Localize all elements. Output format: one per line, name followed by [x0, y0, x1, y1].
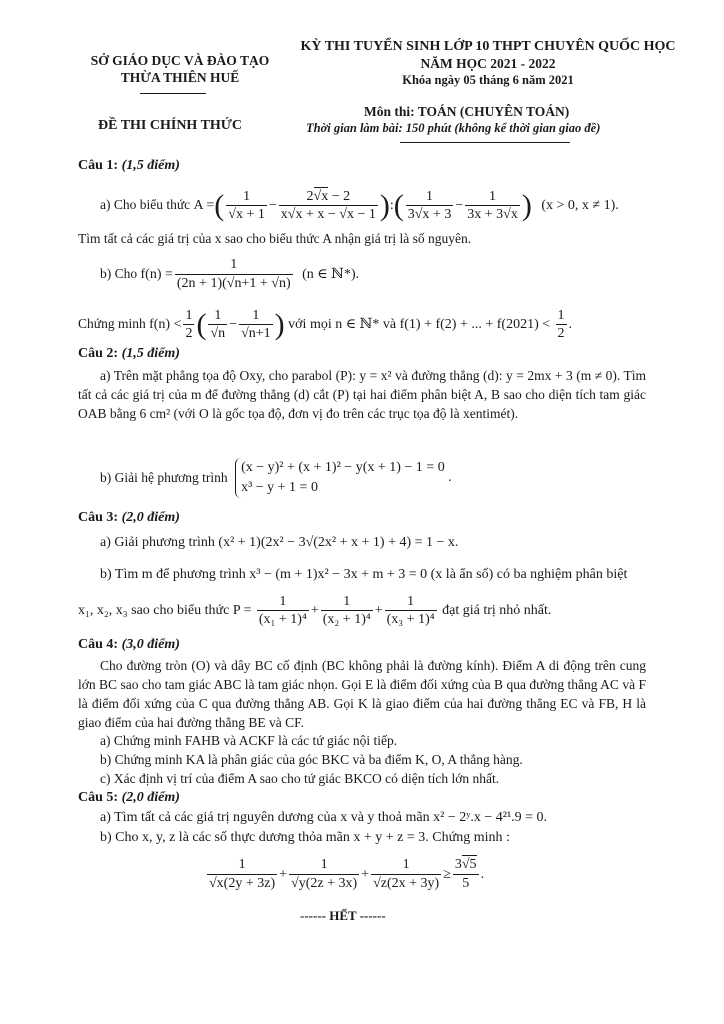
q2b-period: . [448, 470, 452, 485]
q4b-text: b) Chứng minh KA là phân giác của góc BKC và ba điểm K, O, A thẳng hàng. [100, 752, 523, 767]
q1a-condition: (x > 0, x ≠ 1). [541, 198, 619, 213]
q2b-equation-2: x³ − y + 1 = 0 [241, 480, 318, 495]
q2b-line [100, 456, 452, 500]
q1a-label: a) Cho biểu thức [100, 197, 191, 212]
q2b-label: b) Giải hệ phương trình [100, 470, 228, 485]
q1b-label: b) Cho [100, 266, 138, 281]
q4-intro: Cho đường tròn (O) và dây BC cố định (BC không phải là đường kính). Điểm A di động trên cung lớn BC sao cho tam giác ABC là tam giác nhọn. Gọi E là điểm đối xứng của B qua đường thẳng AC và F là điểm đối xứng của C qua đường thẳng AB. Gọi K là giao điểm của hai đường thẳng EC và FB, H là giao điểm của hai đường thẳng BE và CF. [78, 658, 646, 730]
subject: Môn thi: TOÁN (CHUYÊN TOÁN) [364, 104, 570, 119]
q1-points: (1,5 điểm) [121, 158, 180, 173]
q3-points: (2,0 điểm) [121, 510, 180, 525]
q1b-sum-text: với mọi n ∈ ℕ* và f(1) + f(2) + ... + f(2021) < [288, 317, 551, 332]
header-exam [268, 38, 708, 89]
q3a-text: a) Giải phương trình (x² + 1)(2x² − 3√(2x² + x + 1) + 4) = 1 − x. [100, 535, 459, 550]
q4-heading [78, 637, 180, 653]
q1a-line [100, 182, 619, 228]
q4-points: (3,0 điểm) [121, 637, 180, 652]
header-department [75, 52, 285, 86]
q1-heading [78, 158, 180, 174]
q3b-text-1: b) Tìm m để phương trình x³ − (m + 1)x² − 3x + m + 3 = 0 (x là ẩn số) có ba nghiệm phân biệt [100, 567, 628, 582]
q2a-text: a) Trên mặt phẳng tọa độ Oxy, cho parabol (P): y = x² và đường thẳng (d): y = 2mx + 3 (m ≠ 0). Tìm tất cả các giá trị của m để đường thẳng (d) cắt (P) tại hai điểm phân biệt A, B sao cho diện tích tam giác OAB bằng 6 cm² (với O là gốc tọa độ, đơn vị đo trên các trục tọa độ là xentimét). [78, 368, 646, 421]
q1b-condition: (n ∈ ℕ*). [302, 267, 360, 282]
q2-points: (1,5 điểm) [121, 346, 180, 361]
department-line-2: THỪA THIÊN HUẾ [120, 70, 240, 85]
q4c-text: c) Xác định vị trí của điểm A sao cho tứ giác BKCO có diện tích lớn nhất. [100, 771, 500, 786]
q3-title: Câu 3: [78, 510, 119, 525]
q4a-text: a) Chứng minh FAHB và ACKF là các tứ giác nội tiếp. [100, 733, 398, 748]
end-marker: ------ HẾT ------ [300, 908, 386, 923]
q3b-text-2a: x₁, x₂, x₃ sao cho biểu thức P = [78, 603, 252, 618]
q2-title: Câu 2: [78, 346, 119, 361]
q1b-line [100, 252, 359, 296]
q5a-text: a) Tìm tất cả các giá trị nguyên dương của x và y thoả mãn x² − 2ʸ.x − 4²¹.9 = 0. [100, 810, 548, 825]
q2-heading [78, 346, 180, 362]
q1b-prove-label: Chứng minh [78, 316, 146, 331]
q5-heading [78, 790, 180, 806]
exam-year: NĂM HỌC 2021 - 2022 [420, 56, 556, 71]
q1-title: Câu 1: [78, 158, 119, 173]
q3b-text-2b: đạt giá trị nhỏ nhất. [442, 603, 552, 618]
official-label: ĐỀ THI CHÍNH THỨC [98, 118, 243, 133]
q1b-prove-line [78, 302, 572, 346]
time-limit: Thời gian làm bài: 150 phút (không kể thời gian giao đề) [306, 121, 601, 135]
q5b-inequality: $\frac{1}{√x(2y + 3z)}$ + $\frac{1}{√y(2z + 3x)}$ + $\frac{1}{√z(2x + 3y)}$ ≥ $\frac{3√5}{5}$ . [209, 857, 485, 892]
q3b-line-2 [78, 588, 551, 632]
department-line-1: SỞ GIÁO DỤC VÀ ĐÀO TẠO [90, 53, 270, 68]
exam-title: KỲ THI TUYỂN SINH LỚP 10 THPT CHUYÊN QUỐC HỌC [300, 39, 676, 54]
q1a-task: Tìm tất cả các giá trị của x sao cho biểu thức A nhận giá trị là số nguyên. [78, 231, 472, 246]
q4-title: Câu 4: [78, 637, 119, 652]
exam-date: Khóa ngày 05 tháng 6 năm 2021 [402, 73, 574, 87]
q2b-system [235, 458, 445, 498]
time-underline [400, 142, 570, 143]
q5b-text: b) Cho x, y, z là các số thực dương thỏa mãn x + y + z = 3. Chứng minh : [100, 830, 510, 845]
q3b-expression: $\frac{1}{\text{(x₁ + 1)⁴}}$ + $\frac{1}{\text{(x₂ + 1)⁴}}$ + $\frac{1}{\text{(x₃ + 1)⁴}}$ [258, 594, 435, 628]
q5-title: Câu 5: [78, 790, 119, 805]
q3-heading [78, 510, 180, 526]
department-underline [140, 93, 206, 94]
q1b-function: f(n) = $\frac{1}{(2n + 1)(√n+1 + √n)}$ [140, 257, 291, 292]
q1b-inequality: f(n) < $\frac{1}{2}$ ( $\frac{1}{√n}$ − $\frac{1}{√n+1}$ ) [149, 307, 285, 342]
q2b-equation-1: (x − y)² + (x + 1)² − y(x + 1) − 1 = 0 [241, 460, 445, 475]
q5-points: (2,0 điểm) [121, 790, 180, 805]
q1b-half: $\frac{1}{2}$ . [557, 308, 573, 342]
q1a-expression: A =( $\frac{1}{√x + 1}$ − $\frac{2√x - 2}{x√x + x - √x - 1}$ ):( $\frac{1}{3√x + 3}$ − $\frac{1}{3x + 3√x}$ ) [193, 188, 532, 223]
